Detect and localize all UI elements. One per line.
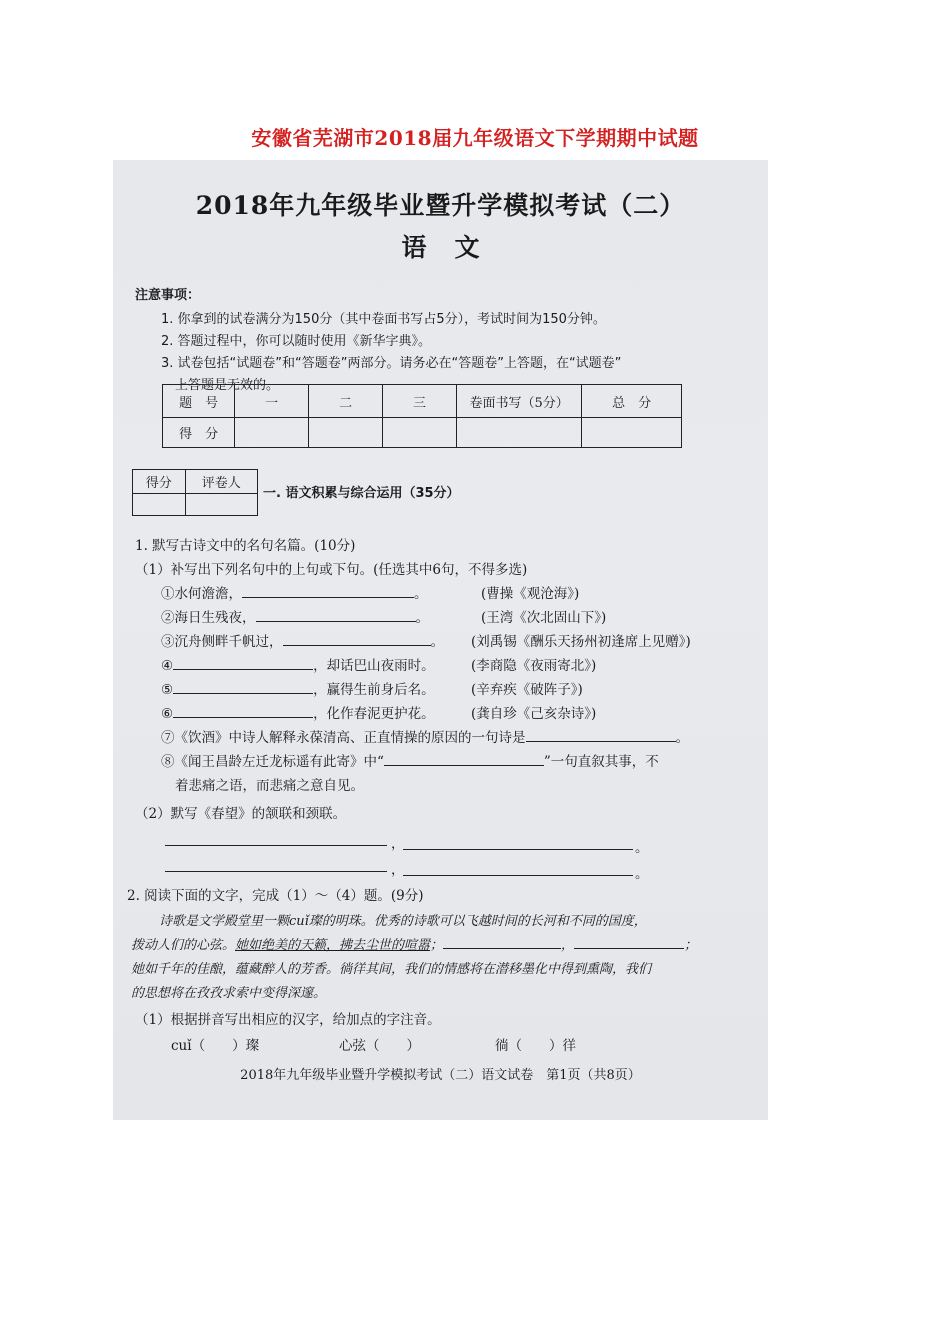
passage-line-3: 她如千年的佳酿，蕴藏醉人的芳香。徜徉其间，我们的情感将在潜移墨化中得到熏陶，我们 [131, 962, 652, 977]
score-row-label: 得 分 [163, 418, 235, 448]
grader-empty-cell [133, 494, 186, 516]
grader-header-cell: 得分 [133, 470, 186, 494]
answer-blank[interactable] [173, 703, 313, 718]
q1-line-8: ⑧《闻王昌龄左迁龙标遥有此寄》中“ ”一句直叙其事，不 [161, 750, 659, 770]
score-header-cell: 三 [383, 385, 457, 418]
q1-line-8-cont: 着悲痛之语，而悲痛之意自见。 [175, 778, 364, 794]
notice-item-1: 1. 你拿到的试卷满分为150分（其中卷面书写占5分），考试时间为150分钟。 [161, 312, 606, 327]
pinyin-item-3: 徜（ ）徉 [495, 1038, 576, 1054]
answer-blank[interactable] [173, 655, 313, 670]
score-empty-cell [457, 418, 582, 448]
q1-title: 1. 默写古诗文中的名句名篇。(10分) [135, 538, 356, 554]
q1-source-1: (曹操《观沧海》) [481, 586, 580, 602]
pinyin-item-1: cuǐ（ ）璨 [171, 1038, 260, 1054]
score-table [162, 384, 682, 448]
notice-heading: 注意事项： [135, 288, 201, 303]
answer-blank[interactable] [256, 607, 416, 622]
notice-item-3: 3. 试卷包括“试题卷”和“答题卷”两部分。请务必在“答题卷”上答题，在“试题卷” [161, 356, 622, 371]
score-empty-cell [235, 418, 309, 448]
notice-item-2: 2. 答题过程中，你可以随时使用《新华字典》。 [161, 334, 432, 349]
answer-line[interactable] [165, 845, 387, 846]
page-footer: 2018年九年级毕业暨升学模拟考试（二）语文试卷 第1页（共8页） [240, 1068, 641, 1083]
pinyin-item-2: 心弦（ ） [339, 1038, 420, 1054]
q1-source-5: (辛弃疾《破阵子》) [471, 682, 583, 698]
q1-line-2: ②海日生残夜， 。 [161, 606, 429, 626]
q1-source-6: (龚自珍《己亥杂诗》) [471, 706, 597, 722]
exam-title: 2018年九年级毕业暨升学模拟考试（二） [195, 191, 686, 220]
score-header-cell: 一 [235, 385, 309, 418]
section-1-title: 一. 语文积累与综合运用（35分） [263, 486, 460, 501]
q1-line-6: ⑥ ，化作春泥更护花。 [161, 702, 435, 722]
grader-table [132, 469, 258, 516]
q1-line-3: ③沉舟侧畔千帆过， 。 [161, 630, 444, 650]
score-header-cell: 卷面书写（5分） [457, 385, 582, 418]
notice-item-3-cont: 上答题是无效的。 [175, 378, 280, 393]
document-title: 安徽省芜湖市2018届九年级语文下学期期中试题 [251, 126, 699, 150]
q1-source-2: (王湾《次北固山下》) [481, 610, 607, 626]
score-empty-cell [582, 418, 682, 448]
grader-empty-cell [185, 494, 257, 516]
q1-source-4: (李商隐《夜雨寄北》) [471, 658, 597, 674]
answer-blank[interactable] [574, 934, 684, 949]
answer-line[interactable] [403, 849, 633, 850]
answer-blank[interactable] [242, 583, 414, 598]
score-empty-cell [309, 418, 383, 448]
q1-source-3: (刘禹锡《酬乐天扬州初逢席上见赠》) [471, 634, 691, 650]
q2-sub1: （1）根据拼音写出相应的汉字，给加点的字注音。 [135, 1012, 441, 1028]
score-empty-cell [383, 418, 457, 448]
passage-line-1: 诗歌是文学殿堂里一颗cuǐ璨的明珠。优秀的诗歌可以飞越时间的长河和不同的国度， [159, 914, 647, 929]
answer-blank[interactable] [283, 631, 431, 646]
answer-blank[interactable] [384, 751, 544, 766]
q2-title: 2. 阅读下面的文字，完成（1）～（4）题。(9分) [127, 888, 424, 904]
score-header-cell: 题 号 [163, 385, 235, 418]
q1-part2: （2）默写《春望》的颔联和颈联。 [135, 806, 347, 822]
passage-line-4: 的思想将在孜孜求索中变得深邃。 [131, 986, 327, 1001]
answer-blank[interactable] [526, 727, 676, 742]
q1-line-7: ⑦《饮酒》中诗人解释永葆清高、正直情操的原因的一句诗是 。 [161, 726, 689, 746]
answer-blank[interactable] [443, 934, 561, 949]
score-header-cell: 总 分 [582, 385, 682, 418]
q1-line-4: ④ ，却话巴山夜雨时。 [161, 654, 435, 674]
q1-line-5: ⑤ ，赢得生前身后名。 [161, 678, 435, 698]
answer-line[interactable] [165, 871, 387, 872]
grader-header-cell: 评卷人 [185, 470, 257, 494]
passage-line-2: 拨动人们的心弦。她如绝美的天籁，拂去尘世的喧嚣； ， ； [131, 934, 697, 953]
score-header-cell: 二 [309, 385, 383, 418]
q1-line-1: ①水何澹澹， 。 [161, 582, 428, 602]
exam-subject: 语文 [401, 233, 508, 262]
answer-blank[interactable] [173, 679, 313, 694]
q1-part1: （1）补写出下列名句中的上句或下句。(任选其中6句，不得多选) [135, 562, 528, 578]
answer-line[interactable] [403, 875, 633, 876]
exam-paper-scan: 2018年九年级毕业暨升学模拟考试（二） 语文 注意事项： 1. 你拿到的试卷满分为150分（其中卷面书写占5分），考试时间为150分钟。 2. 答题过程中，你可以随时使用《新华字典》。 3. 试卷包括“试题卷”和“答题卷”两部分。请务必在“答题卷”上答题，在“试题卷” 上答题是无效的。 题 号 一 二 三 卷面书写（5分） 总 分 得 分 得分 评卷人 一. 语文积累与综合运用（35分） 1. 默写古诗文中的名句名篇。(10分) （1）补写出下列名句中的上句或下句。(任选其中6句，不得多选) ①水何澹澹， 。 (曹操《观沧海》) ②海日生残夜， 。 (王湾《次北固山下》) ③沉舟侧畔千帆过， 。 (刘禹锡《酬乐天扬州初逢席上见赠》) ④ ，却话巴山夜雨时。 (李商隐《夜雨寄北》) ⑤ ，赢得生前身后名。 (辛弃疾《破阵子》) ⑥ ，化作春泥更护花。 (龚自珍《己亥杂诗》) ⑦《饮酒》中诗人解释永葆清高、正直情操的原因的一句诗是 。 ⑧《闻王昌龄左迁龙标遥有此寄》中“ ”一句直叙其事，不 着悲痛之语，而悲痛之意自见。 （2）默写《春望》的颔联和颈联。 ， 。 ， 。 2. 阅读下面的文字，完成（1）～（4）题。(9分) 诗歌是文学殿堂里一颗cuǐ璨的明珠。优秀的诗歌可以飞越时间的长河和不同的国度， 拨动人们的心弦。她如绝美的天籁，拂去尘世的喧嚣； ， ； 她如千年的佳酿，蕴藏醉人的芳香。徜徉其间，我们的情感将在潜移墨化中得到熏陶，我们 的思想将在孜孜求索中变得深邃。 （1）根据拼音写出相应的汉字，给加点的字注音。 cuǐ（ ）璨 心弦（ ） 徜（ ）徉 2018年九年级毕业暨升学模拟考试（二）语文试卷 第1页（共8页） [113, 160, 768, 1120]
